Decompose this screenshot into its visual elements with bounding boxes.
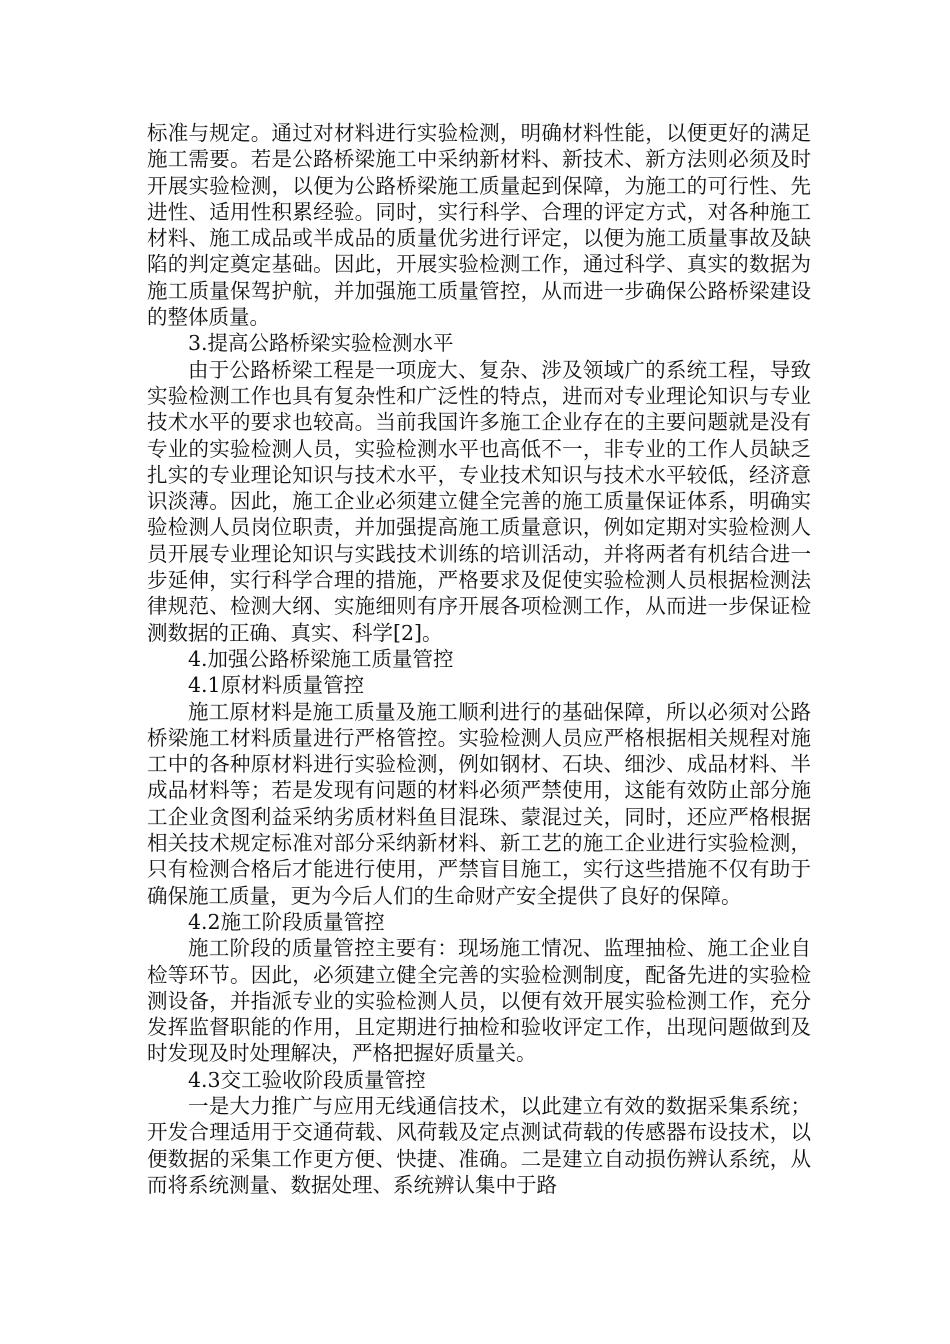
section-heading-4: 4.加强公路桥梁施工质量管控 <box>188 646 454 671</box>
body-paragraph-4-1: 施工原材料是施工质量及施工顺利进行的基础保障，所以必须对公路桥梁施工材料质量进行严格管控。实验检测人员应严格根据相关规程对施工中的各种原材料进行实验检测，例如钢材、石块、细沙、成品材料、半成品材料等；若是发现有问题的材料必须严禁使用，这能有效防止部分施工企业贪图利益采纳劣质材料鱼目混珠、蒙混过关，同时，还应严格根据相关技术规定标准对部分采纳新材料、新工艺的施工企业进行实验检测，只有检测合格后才能进行使用，严禁盲目施工，实行这些措施不仅有助于确保施工质量，更为今后人们的生命财产安全提供了良好的保障。 <box>147 699 811 908</box>
body-paragraph-4-2: 施工阶段的质量管控主要有：现场施工情况、监理抽检、施工企业自检等环节。因此，必须建立健全完善的实验检测制度，配备先进的实验检测设备，并指派专业的实验检测人员，以便有效开展实验检测工作，充分发挥监督职能的作用，且定期进行抽检和验收评定工作，出现问题做到及时发现及时处理解决，严格把握好质量关。 <box>147 936 811 1066</box>
subsection-heading-4-3: 4.3交工验收阶段质量管控 <box>188 1067 426 1092</box>
body-paragraph-3: 由于公路桥梁工程是一项庞大、复杂、涉及领域广的系统工程，导致实验检测工作也具有复杂性和广泛性的特点，进而对专业理论知识与专业技术水平的要求也较高。当前我国许多施工企业存在的主要问题就是没有专业的实验检测人员，实验检测水平也高低不一，非专业的工作人员缺乏扎实的专业理论知识与技术水平，专业技术知识与技术水平较低，经济意识淡薄。因此，施工企业必须建立健全完善的施工质量保证体系，明确实验检测人员岗位职责，并加强提高施工质量意识，例如定期对实验检测人员开展专业理论知识与实践技术训练的培训活动，并将两者有机结合进一步延伸，实行科学合理的措施，严格要求及促使实验检测人员根据检测法律规范、检测大纲、实施细则有序开展各项检测工作，从而进一步保证检测数据的正确、真实、科学[2]。 <box>147 357 811 645</box>
subsection-heading-4-1: 4.1原材料质量管控 <box>188 673 365 698</box>
document-body <box>147 120 811 1198</box>
section-heading-3: 3.提高公路桥梁实验检测水平 <box>188 331 454 356</box>
subsection-heading-4-2: 4.2施工阶段质量管控 <box>188 909 385 934</box>
body-paragraph-continuation: 标准与规定。通过对材料进行实验检测，明确材料性能，以便更好的满足施工需要。若是公路桥梁施工中采纳新材料、新技术、新方法则必须及时开展实验检测，以便为公路桥梁施工质量起到保障，为施工的可行性、先进性、适用性积累经验。同时，实行科学、合理的评定方式，对各种施工材料、施工成品或半成品的质量优劣进行评定，以便为施工质量事故及缺陷的判定奠定基础。因此，开展实验检测工作，通过科学、真实的数据为施工质量保驾护航，并加强施工质量管控，从而进一步确保公路桥梁建设的整体质量。 <box>147 121 811 330</box>
body-paragraph-4-3: 一是大力推广与应用无线通信技术，以此建立有效的数据采集系统；开发合理适用于交通荷载、风荷载及定点测试荷载的传感器布设技术，以便数据的采集工作更方便、快捷、准确。二是建立自动损伤辨认系统，从而将系统测量、数据处理、系统辨认集中于路 <box>147 1093 811 1197</box>
